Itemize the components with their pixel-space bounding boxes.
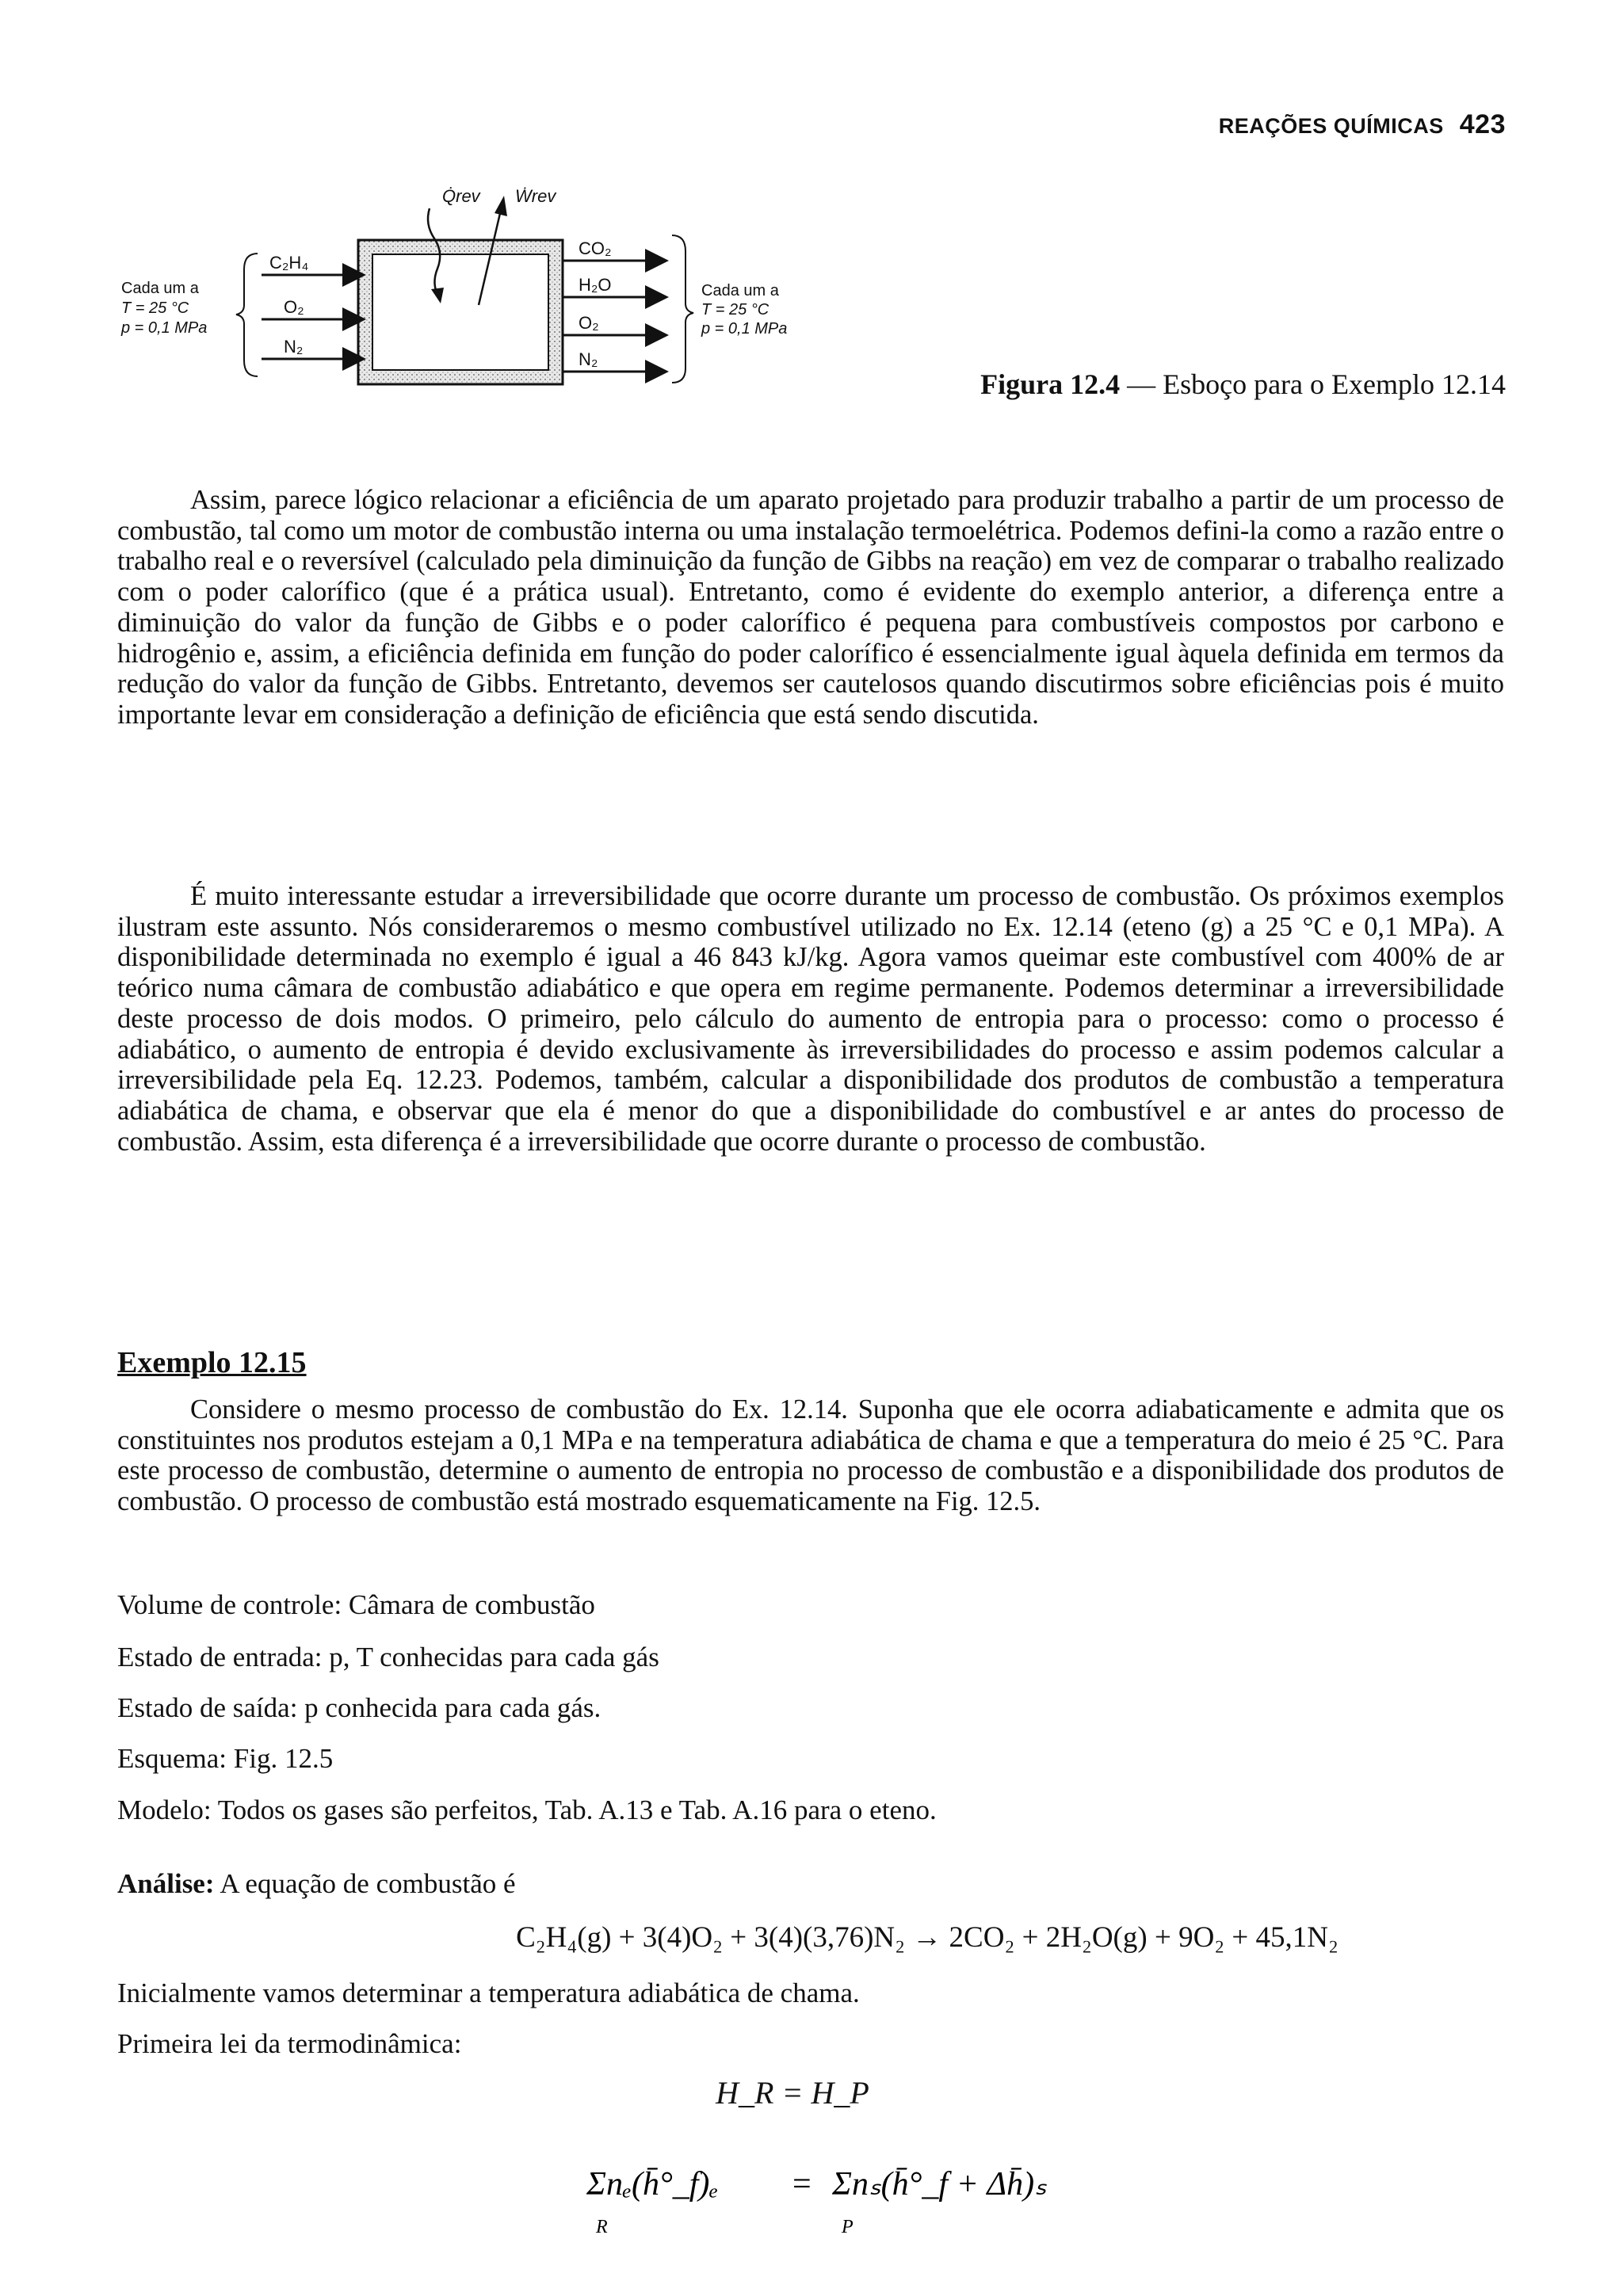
figure-caption: [864, 368, 1506, 401]
outlet-label-h2o: H₂O: [579, 275, 612, 295]
figure-caption-text: — Esboço para o Exemplo 12.14: [1120, 368, 1506, 400]
inlet-brace: [236, 254, 258, 376]
model-line: Modelo: Todos os gases são perfeitos, Tab. A.13 e Tab. A.16 para o eteno.: [117, 1794, 937, 1825]
equals-sign: =: [792, 2166, 812, 2203]
outlet-condition-line-3: p = 0,1 MPa: [701, 320, 788, 338]
outlet-brace: [672, 235, 693, 383]
analysis-text: A equação de combustão é: [214, 1868, 516, 1899]
outlet-label-n2: N₂: [579, 349, 598, 369]
enthalpy-sum-equation: [555, 2139, 1109, 2258]
inlet-state-line: Estado de entrada: p, T conhecidas para cada gás: [117, 1642, 659, 1672]
outlet-condition-line-2: T = 25 °C: [701, 301, 769, 318]
sum-lhs-index: R: [596, 2217, 608, 2237]
outlet-condition-line-1: Cada um a: [701, 282, 779, 299]
heat-label: Q̇rev: [442, 186, 480, 206]
inlet-label-n2: N₂: [284, 337, 304, 357]
example-title: Exemplo 12.15: [117, 1346, 307, 1379]
outlet-label-co2: CO₂: [579, 238, 612, 258]
control-volume-line: Volume de controle: Câmara de combustão: [117, 1589, 595, 1620]
page-number: 423: [1459, 109, 1506, 139]
paragraph-irreversibility: É muito interessante estudar a irreversibilidade que ocorre durante um processo de combustão. Os próximos exemplos ilustram este assunto. Nós consideraremos o mesmo combustível utilizado no Ex. 12.14 (eteno (g) a 25 °C e 0,1 MPa). A disponibilidade determinada no exemplo é igual a 46 843 kJ/kg. Agora vamos queimar este combustível com 400% de ar teórico numa câmara de combustão adiabático e que opera em regime permanente. Podemos determinar a irreversibilidade deste processo de dois modos. O primeiro, pelo cálculo do aumento de entropia para o processo: como o processo é adiabático, o aumento de entropia é devido exclusivamente às irreversibilidades do processo e assim podemos calcular a irreversibilidade pela Eq. 12.23. Podemos, também, calcular a disponibilidade dos produtos de combustão a temperatura adiabática de chama, e observar que ela é menor do que a disponibilidade do combustível e ar antes do processo de combustão. Assim, esta diferença é a irreversibilidade que ocorre durante o processo de combustão.: [117, 881, 1504, 1157]
combustion-equation: C₂H₄(g) + 3(4)O₂ + 3(4)(3,76)N₂ → 2CO₂ + 2H₂O(g) + 9O₂ + 45,1N₂: [516, 1921, 1338, 1954]
paragraph-example-statement: Considere o mesmo processo de combustão do Ex. 12.14. Suponha que ele ocorra adiabaticamente e admita que os constituintes nos produtos estejam a 0,1 MPa e na temperatura adiabática de chama e que a temperatura do meio é 25 °C. Para este processo de combustão, determine o aumento de entropia no processo de combustão e a disponibilidade dos produtos de combustão. O processo de combustão está mostrado esquematicamente na Fig. 12.5.: [117, 1394, 1504, 1517]
work-arrow-head: [495, 196, 507, 216]
sum-lhs: Σnₑ(h̄°_f)ₑ: [586, 2166, 719, 2203]
initially-line: Inicialmente vamos determinar a temperatura adiabática de chama.: [117, 1978, 860, 2008]
enthalpy-balance-equation: H_R = H_P: [716, 2075, 869, 2111]
combustion-chamber-diagram: [111, 178, 840, 416]
figure-label: Figura 12.4: [980, 368, 1121, 400]
running-head: REAÇÕES QUÍMICAS: [1218, 114, 1444, 138]
outlet-label-o2: O₂: [579, 313, 599, 333]
exit-state-line: Estado de saída: p conhecida para cada gás.: [117, 1692, 601, 1723]
sum-rhs: Σnₛ(h̄°_f + Δh̄)ₛ: [832, 2166, 1047, 2203]
page-header: [1149, 109, 1506, 141]
first-law-line: Primeira lei da termodinâmica:: [117, 2028, 462, 2059]
inlet-condition-line-1: Cada um a: [121, 280, 199, 297]
inlet-condition-line-3: p = 0,1 MPa: [121, 319, 208, 337]
paragraph-efficiency: Assim, parece lógico relacionar a eficiência de um aparato projetado para produzir trabalho a partir de um processo de combustão, tal como um motor de combustão interna ou uma instalação termoelétrica. Podemos defini-la como a razão entre o trabalho real e o reversível (calculado pela diminuição da função de Gibbs na reação) em vez de comparar o trabalho realizado com o poder calorífico (que é a prática usual). Entretanto, como é evidente do exemplo anterior, a diferença entre a diminuição do valor da função de Gibbs e o poder calorífico é pequena para combustíveis compostos por carbono e hidrogênio e, assim, a eficiência definida em função do poder calorífico é essencialmente igual àquela definida em termos da redução do valor da função de Gibbs. Entretanto, devemos ser cautelosos quando discutirmos sobre eficiências pois é muito importante levar em consideração a definição de eficiência que está sendo discutida.: [117, 485, 1504, 730]
sum-rhs-index: P: [842, 2217, 854, 2237]
inlet-condition-line-2: T = 25 °C: [121, 299, 189, 317]
work-label: Ẇrev: [515, 186, 556, 206]
inlet-label-o2: O₂: [284, 297, 304, 317]
analysis-line: [117, 1868, 516, 1900]
inlet-label-c2h4: C₂H₄: [269, 253, 309, 273]
analysis-label: Análise:: [117, 1868, 215, 1899]
sketch-line: Esquema: Fig. 12.5: [117, 1743, 334, 1774]
chamber-interior: [372, 254, 548, 370]
